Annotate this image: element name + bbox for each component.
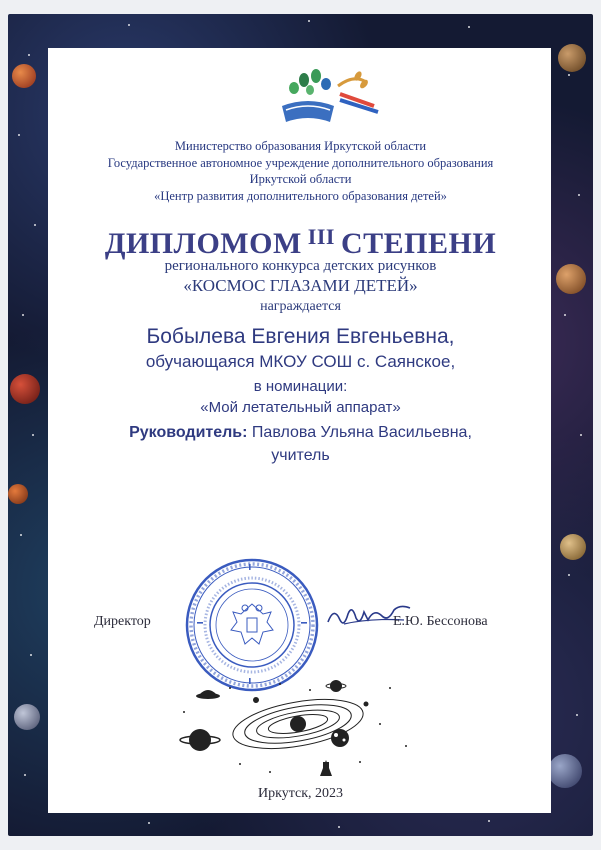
official-stamp — [183, 556, 321, 694]
contest-name: «КОСМОС ГЛАЗАМИ ДЕТЕЙ» — [183, 276, 418, 295]
contest-line-1: регионального конкурса детских рисунков — [164, 258, 437, 274]
leader-name: Павлова Ульяна Васильевна, — [251, 424, 472, 441]
title-word-2: СТЕПЕНИ — [340, 227, 497, 260]
space-illustration — [170, 676, 420, 786]
nomination-title: «Мой летательный аппарат» — [200, 399, 401, 416]
director-name: Е.Ю. Бессонова — [393, 614, 488, 629]
recipient-school: обучающаяся МКОУ СОШ с. Саянское, — [145, 352, 456, 371]
leader-line — [0, 424, 601, 442]
diploma-title — [0, 224, 601, 261]
organization-line-4: «Центр развития дополнительного образования детей» — [154, 188, 447, 203]
city-year: Иркутск, 2023 — [257, 786, 344, 801]
center-logo — [268, 66, 408, 130]
nomination-label: в номинации: — [253, 378, 348, 395]
contest-awarded: награждается — [260, 299, 341, 314]
title-word-1: ДИПЛОМОМ — [104, 227, 302, 260]
director-role: Директор — [94, 614, 151, 629]
organization-line-1: Министерство образования Иркутской области — [174, 139, 427, 153]
organization-block — [0, 138, 601, 204]
organization-line-3: Иркутской области — [249, 172, 352, 186]
title-degree: III — [307, 224, 335, 249]
leader-label: Руководитель: — [129, 424, 248, 441]
recipient-name: Бобылева Евгения Евгеньевна, — [146, 325, 455, 348]
organization-line-2: Государственное автономное учреждение дополнительного образования — [107, 155, 494, 170]
leader-position: учитель — [271, 447, 330, 464]
